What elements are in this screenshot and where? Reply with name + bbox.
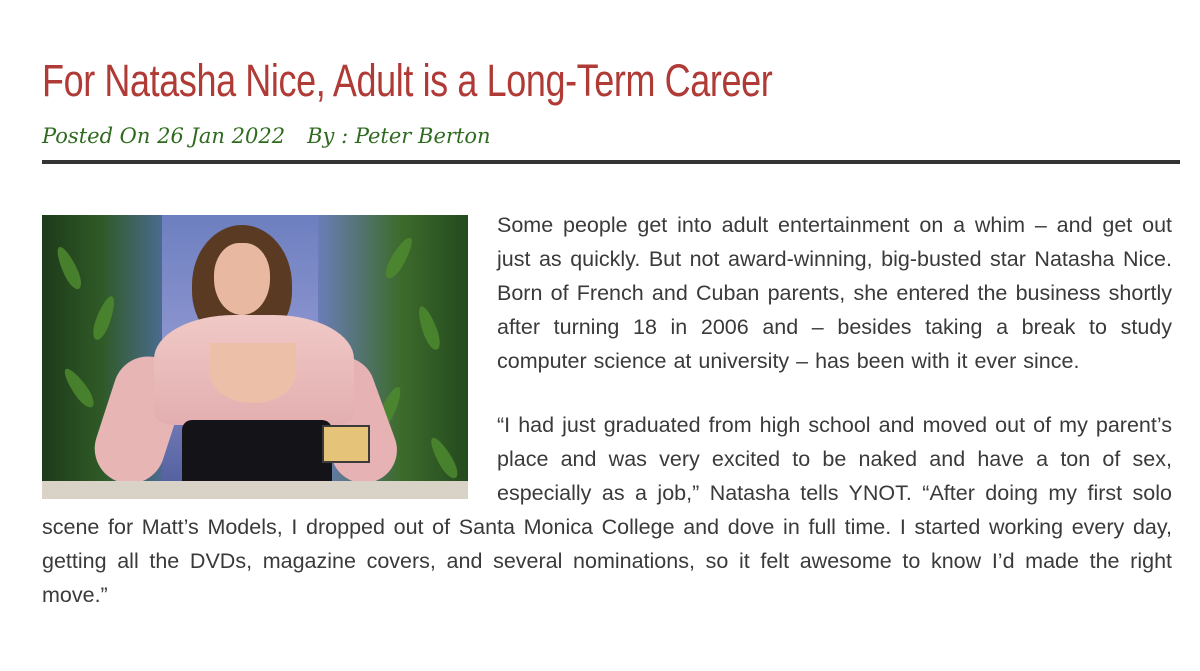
photo-desk	[42, 481, 468, 499]
post-meta	[42, 121, 491, 151]
paragraph: Some people get into adult entertainment on a whim – and get out just as quickly. But not award-winning, big-busted star Natasha Nice. Born of French and Cuban parents, she entered the business shortly after turning 18 in 2006 and – besides taking a break to study computer science at university – has been with it ever since.	[497, 213, 1172, 373]
article-body	[42, 208, 1172, 642]
photo-monitor	[322, 425, 370, 463]
photo-figure-neckline	[210, 343, 296, 403]
photo-figure-face	[214, 243, 270, 315]
paragraph: “I had just graduated from high school and moved out of my parent’s place and was very excited to be naked and have a ton of sex, especially as a job,” Natasha tells YNOT. “After doing my first solo scene for Matt’s Models, I dropped out of Santa Monica College and dove in full time. I started working every day, getting all the DVDs, magazine covers, and several nominations, so it felt awesome to know I’d made the right move.”	[42, 413, 1172, 607]
article-title: For Natasha Nice, Adult is a Long-Term Career	[42, 55, 773, 106]
post-author: By : Peter Berton	[307, 124, 491, 148]
header-divider	[42, 160, 1180, 164]
article-photo	[42, 215, 468, 499]
post-date: Posted On 26 Jan 2022	[42, 124, 286, 148]
